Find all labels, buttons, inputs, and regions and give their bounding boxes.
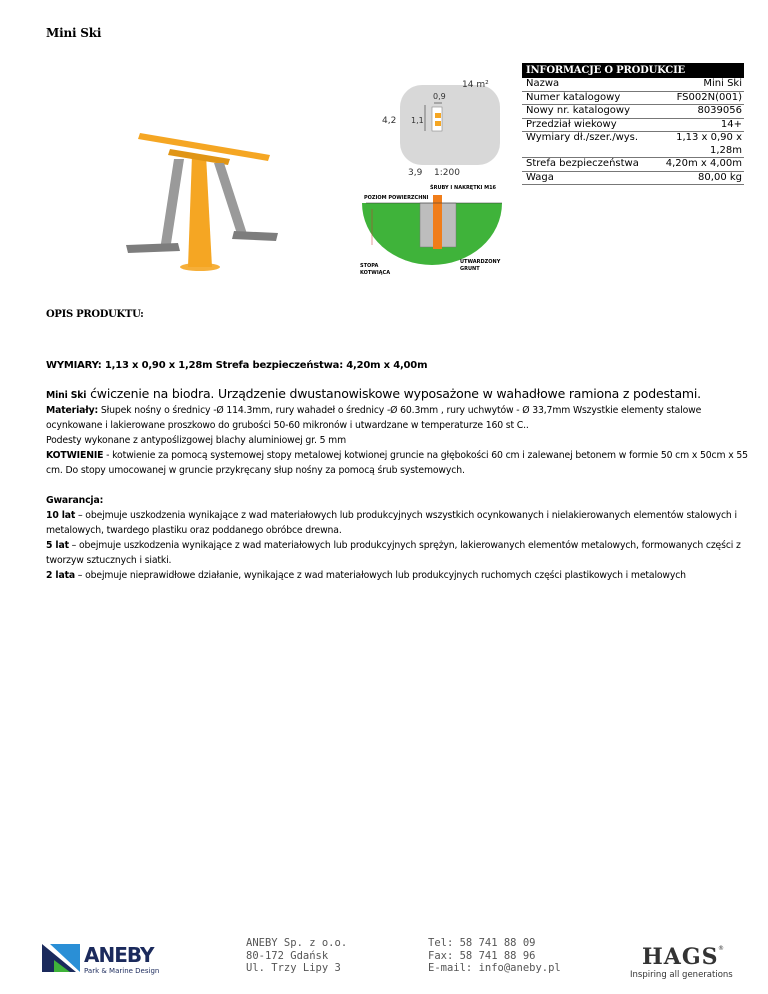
info-label: Wymiary dł./szer./wys.: [526, 132, 639, 143]
info-value: 14+: [720, 118, 742, 130]
dim-left-outer-label: 4,2: [382, 116, 397, 126]
info-label: Nazwa: [526, 78, 560, 89]
soil-line1: UTWARDZONY: [460, 259, 501, 265]
anchoring-text: - kotwienie za pomocą systemowej stopy metalowej kotwionej gruncie na głębokości 60 cm i zalewanej betonem w formie 50 cm x 50cm x 55 cm. Do stopy umocowanej w gruncie przykręcany słup nośny za pomocą śrub systemowych.: [46, 450, 748, 476]
warranty-item: [46, 508, 752, 538]
soil-line2: GRUNT: [460, 266, 480, 272]
info-value: 8039056: [697, 105, 742, 116]
equipment-post-mark: [435, 113, 441, 118]
info-row-catalog: [522, 92, 744, 106]
aneby-logo: [40, 942, 175, 976]
company-address: [246, 937, 347, 975]
anchor-foot-line2: KOTWIĄCA: [360, 270, 391, 276]
product-info-header: INFORMACJE O PRODUKCIE: [522, 63, 744, 78]
address-line: 80-172 Gdańsk: [246, 949, 329, 962]
address-line: ANEBY Sp. z o.o.: [246, 937, 348, 949]
info-value: FS002N(001): [676, 91, 742, 103]
equipment-post-mark: [435, 121, 441, 126]
company-contact: [428, 937, 561, 975]
info-row-dimensions: [522, 132, 744, 158]
left-pendulum-arm: [160, 159, 184, 250]
info-label: Strefa bezpieczeństwa: [526, 158, 639, 169]
hags-tagline: Inspiring all generations: [630, 970, 733, 980]
info-row-name: [522, 78, 744, 92]
product-description: [46, 386, 752, 583]
info-row-age: [522, 119, 744, 133]
surface-level-label: POZIOM POWIERZCHNI: [364, 195, 429, 201]
info-row-weight: [522, 172, 744, 186]
warranty-text: – obejmuje uszkodzenia wynikające z wad materiałowych lub produkcyjnych wszystkich ocynkowanych i nielakierowanych elementów stalowych i metalowych, twardego plastiku oraz poddanego obróbce drewna.: [46, 510, 737, 536]
right-pendulum-arm: [214, 163, 248, 237]
hags-logo: [628, 940, 733, 980]
info-value: 80,00 kg: [698, 171, 742, 183]
anchoring-cross-section-drawing: [358, 183, 506, 283]
scale-label: 1:200: [434, 168, 460, 178]
right-platform: [232, 231, 278, 241]
warranty-item: [46, 568, 752, 583]
materials-paragraph: [46, 403, 752, 433]
anchoring-label: KOTWIENIE: [46, 450, 104, 461]
equipment-footprint: [432, 107, 442, 131]
dimensions-line: WYMIARY: 1,13 x 0,90 x 1,28m Strefa bezpieczeństwa: 4,20m x 4,00m: [46, 360, 428, 371]
anchoring-paragraph: [46, 448, 752, 478]
spacer: [46, 478, 752, 493]
info-label: Przedział wiekowy: [526, 118, 617, 130]
hags-logo-text: HAGS: [642, 944, 719, 970]
page-title: Mini Ski: [46, 26, 102, 40]
contact-phone: Tel: 58 741 88 09: [428, 937, 536, 949]
aneby-logo-text: ANEBY: [84, 943, 154, 967]
safety-zone-area: [400, 85, 500, 165]
intro-paragraph: [46, 386, 752, 403]
product-info-table: [522, 63, 744, 185]
warranty-period: 10 lat: [46, 510, 76, 521]
bolts-label: ŚRUBY I NAKRĘTKI M16: [430, 185, 497, 191]
safety-zone-plan-drawing: [378, 75, 512, 180]
info-value: 4,20m x 4,00m: [665, 158, 742, 169]
intro-name: Mini Ski: [46, 390, 87, 401]
warranty-text: – obejmuje uszkodzenia wynikające z wad materiałowych lub produkcyjnych sprężyn, lakierowanych elementów metalowych, formowanych części z tworzyw sztucznych i siatki.: [46, 540, 741, 566]
warranty-heading: Gwarancja:: [46, 495, 104, 506]
hardened-soil-label: [460, 259, 501, 272]
area-label: 14 m²: [462, 80, 489, 90]
dim-bottom-label: 3,9: [408, 168, 423, 178]
info-row-new-catalog: [522, 105, 744, 119]
info-value: 1,13 x 0,90 x 1,28m: [676, 132, 742, 156]
contact-email: E-mail: info@aneby.pl: [428, 962, 561, 974]
dim-top-label: 0,9: [433, 92, 446, 101]
dim-left-inner-label: 1,1: [411, 116, 424, 125]
info-row-safety-zone: [522, 158, 744, 172]
info-value: Mini Ski: [703, 78, 742, 89]
warranty-period: 2 lata: [46, 570, 75, 581]
warranty-item: [46, 538, 752, 568]
intro-text: ćwiczenie na biodra. Urządzenie dwustanowiskowe wyposażone w wahadłowe ramiona z podestami.: [86, 386, 701, 401]
warranty-period: 5 lat: [46, 540, 69, 551]
equipment-main-post: [188, 155, 212, 267]
materials-label: Materiały:: [46, 405, 99, 416]
hags-registered-mark: ®: [718, 945, 724, 952]
anchor-foot-line1: STOPA: [360, 263, 379, 269]
description-heading: OPIS PRODUKTU:: [46, 309, 144, 320]
mini-ski-equipment-image: [120, 125, 305, 275]
left-platform: [126, 243, 180, 253]
info-label: Nowy nr. katalogowy: [526, 105, 631, 116]
info-label: Waga: [526, 171, 554, 183]
materials-text: Słupek nośny o średnicy -Ø 114.3mm, rury wahadeł o średnicy -Ø 60.3mm , rury uchwytów - Ø 33,7mm Wszystkie elementy stalowe ocynkowane i lakierowane proszkowo do grubości 50-60 mikronów i utwardzane w temperaturze 160 st C..: [46, 405, 702, 431]
address-line: Ul. Trzy Lipy 3: [246, 962, 341, 974]
platforms-paragraph: Podesty wykonane z antypoślizgowej blachy aluminiowej gr. 5 mm: [46, 435, 346, 446]
anchor-foot-label: [360, 263, 390, 276]
warranty-text: – obejmuje nieprawidłowe działanie, wynikające z wad materiałowych lub produkcyjnych ruchomych części plastikowych i metalowych: [74, 570, 686, 581]
aneby-tagline: Park & Marine Design: [84, 967, 160, 975]
info-label: Numer katalogowy: [526, 91, 621, 103]
contact-fax: Fax: 58 741 88 96: [428, 949, 536, 962]
